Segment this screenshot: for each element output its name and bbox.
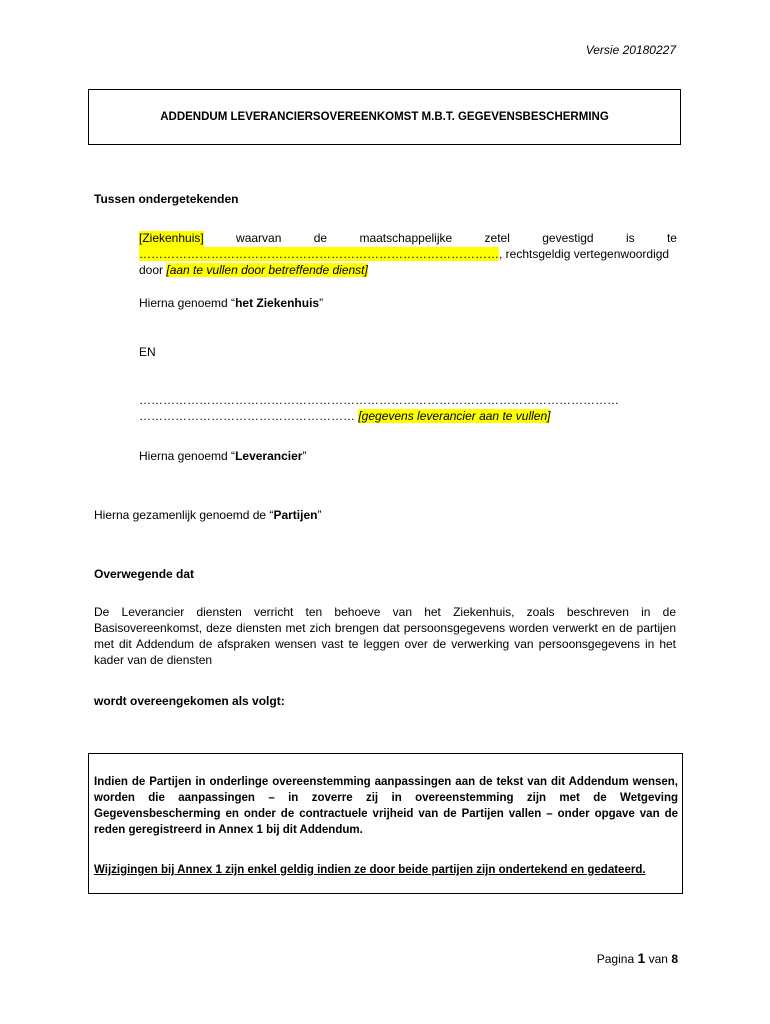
- hospital-line-3-prefix: door: [139, 263, 167, 277]
- en-label: EN: [139, 345, 156, 359]
- supplier-block: [139, 393, 677, 425]
- hospital-word: gevestigd: [542, 231, 594, 245]
- supplier-named-bold: Leverancier: [235, 449, 303, 463]
- between-heading: Tussen ondergetekenden: [94, 192, 239, 206]
- hospital-rep-placeholder: [aan te vullen door betreffende dienst]: [166, 263, 368, 277]
- parties-bold: Partijen: [273, 508, 318, 522]
- hospital-block: [139, 231, 677, 279]
- hospital-named: [139, 296, 323, 310]
- supplier-named-suffix: ”: [302, 449, 307, 463]
- hospital-word: maatschappelijke: [359, 231, 453, 245]
- amendment-box: [88, 753, 683, 894]
- parties-named: [94, 508, 321, 522]
- supplier-dots-line-2: ………………………………………………: [139, 409, 359, 423]
- page-total: 8: [671, 952, 678, 966]
- considering-paragraph: De Leverancier diensten verricht ten behoeve van het Ziekenhuis, zoals beschreven in de Basisovereenkomst, deze diensten met zich brengen dat persoonsgegevens worden verwerkt en de partijen met dit Addendum de afspraken wensen vast te leggen over de verwerking van persoonsgegevens in het kader van de diensten: [94, 605, 676, 667]
- page-label: Pagina: [596, 952, 635, 966]
- hospital-line-2-suffix: , rechtsgeldig vertegenwoordigd: [499, 247, 670, 261]
- hospital-named-bold: het Ziekenhuis: [235, 296, 320, 310]
- parties-prefix: Hierna gezamenlijk genoemd de “: [94, 508, 274, 522]
- page-footer: [597, 950, 678, 966]
- version-label: Versie 20180227: [585, 43, 676, 57]
- supplier-named: [139, 449, 306, 463]
- amendment-paragraph-1: Indien de Partijen in onderlinge overeenstemming aanpassingen aan de tekst van dit Addendum wensen, worden die aanpassingen – in zoverre zij in overeenstemming zijn met de Wetgeving Gegevensbescherming en onder de contractuele vrijheid van de Partijen vallen – onder opgave van de reden geregistreerd in Annex 1 bij dit Addendum.: [94, 776, 678, 836]
- hospital-named-suffix: ”: [319, 296, 324, 310]
- hospital-line-1: [139, 231, 677, 247]
- supplier-line-2: [139, 409, 677, 425]
- hospital-address-dots: ………………………………………………………………………………: [139, 247, 499, 261]
- hospital-line-3: [139, 263, 677, 279]
- hospital-word: zetel: [484, 231, 510, 245]
- supplier-named-prefix: Hierna genoemd “: [139, 449, 236, 463]
- document-title: ADDENDUM LEVERANCIERSOVEREENKOMST M.B.T. GEGEVENSBESCHERMING: [160, 111, 609, 123]
- agreed-heading: wordt overeengekomen als volgt:: [94, 694, 285, 708]
- supplier-dots-line-1: …………………………………………………………………………………………………………: [139, 393, 619, 407]
- document-title-box: [88, 89, 681, 145]
- hospital-name-placeholder: [Ziekenhuis]: [139, 231, 204, 245]
- hospital-word: te: [666, 231, 677, 245]
- parties-suffix: ”: [317, 508, 322, 522]
- hospital-word: is: [625, 231, 635, 245]
- considering-heading: Overwegende dat: [94, 567, 195, 581]
- supplier-data-placeholder: [gegevens leverancier aan te vullen]: [358, 409, 551, 423]
- hospital-word: waarvan: [236, 231, 282, 245]
- hospital-word: de: [313, 231, 328, 245]
- page-of: van: [648, 952, 668, 966]
- hospital-line-2: [139, 247, 677, 263]
- amendment-paragraph-2: Wijzigingen bij Annex 1 zijn enkel geldig indien ze door beide partijen zijn ondertekend en gedateerd.: [94, 864, 646, 876]
- page-current: 1: [637, 950, 646, 966]
- hospital-named-prefix: Hierna genoemd “: [139, 296, 236, 310]
